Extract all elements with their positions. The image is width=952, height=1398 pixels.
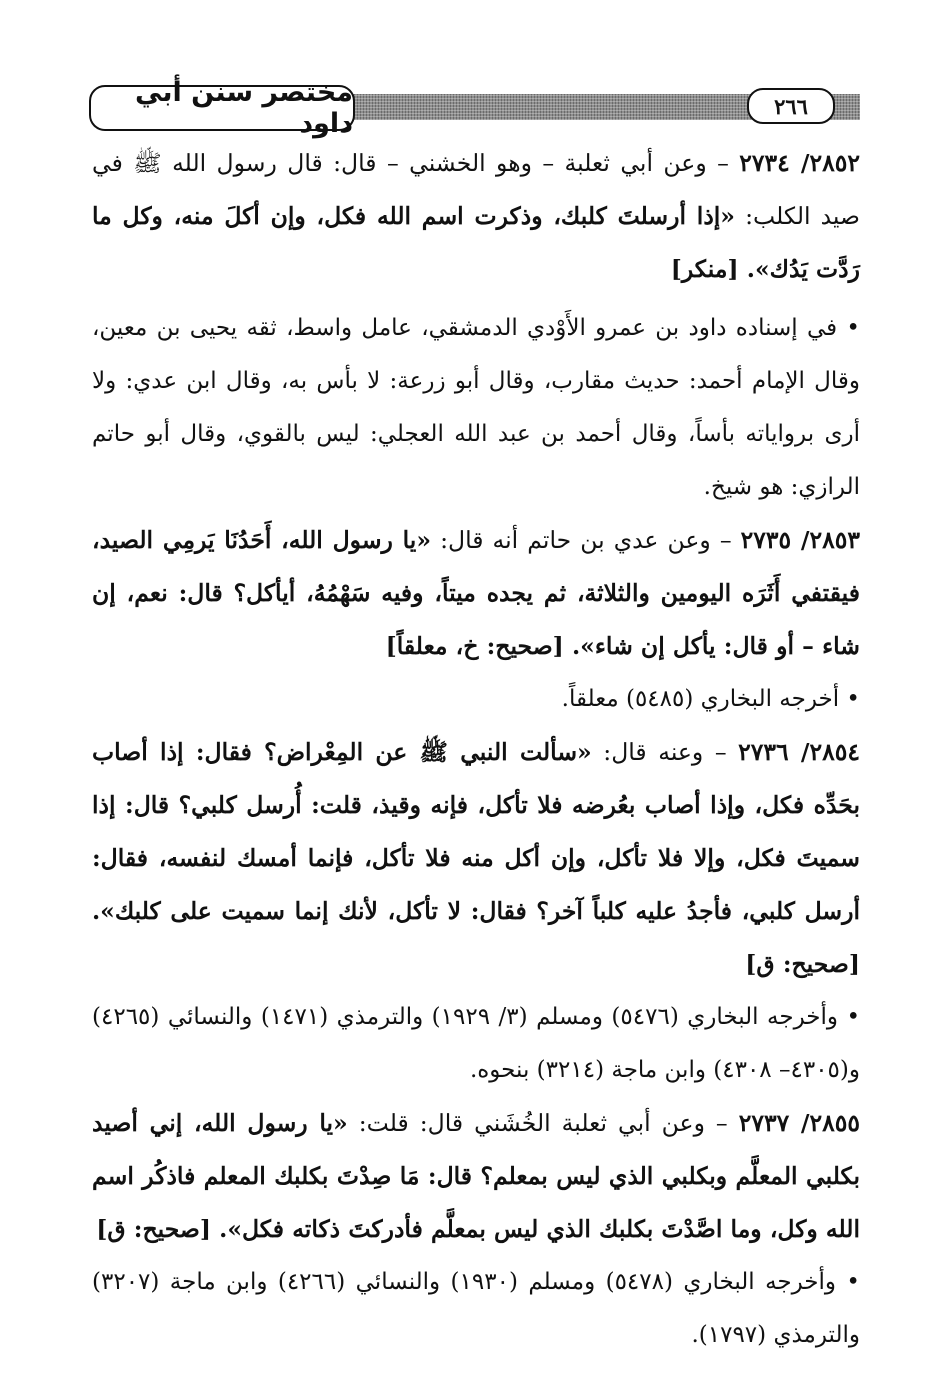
- hadith-matn: «سألت النبي ﷺ عن المِعْراض؟ فقال: إذا أصاب بحَدِّه فكل، وإذا أصاب بعُرضه فلا تأكل، فإنه وقيذ، قلت: أُرسل كلبي؟ قال: إذا سميتَ فكل، وإلا فلا تأكل، وإن أكل منه فلا تأكل، فإنما أمسك لنفسه، فقال: أرسل كلبي، فأجدُ عليه كلباً آخر؟ فقال: لا تأكل، لأنك إنما سميت على كلبك».: [92, 738, 860, 925]
- takhrij-note: • في إسناده داود بن عمرو الأَوْدي الدمشقي، عامل واسط، ثقه يحيى بن معين، وقال الإمام أحمد: حديث مقارب، وقال أبو زرعة: لا بأس به، وقال ابن عدي: ولا أرى برواياته بأساً، وقال أحمد بن عبد الله العجلي: ليس بالقوي، وقال أبو حاتم الرازي: هو شيخ.: [92, 315, 860, 500]
- page-header: [85, 77, 860, 139]
- hadith-grade: [صحيح: ق]: [745, 950, 860, 978]
- hadith-entry: [92, 514, 860, 673]
- hadith-number: ٢٨٥٢/ ٢٧٣٤: [739, 149, 861, 177]
- hadith-intro: – وعنه قال:: [591, 738, 739, 766]
- takhrij-note: • وأخرجه البخاري (٥٤٧٦) ومسلم (٣/ ١٩٢٩) والترمذي (١٤٧١) والنسائي (٤٢٦٥) و(٤٣٠٥– ٤٣٠٨) وابن ماجة (٣٢١٤) بنحوه.: [92, 1004, 861, 1083]
- hadith-matn: «يا رسول الله، إني أصيد بكلبي المعلَّم وبكلبي الذي ليس بمعلم؟ قال: مَا صِدْتَ بكلبك المعلم فاذكُر اسم الله وكل، وما اصَّدْتَ بكلبك الذي ليس بمعلَّم فأدركتَ ذكاته فكل».: [92, 1109, 860, 1243]
- hadith-number: ٢٨٥٤/ ٢٧٣٦: [738, 738, 860, 766]
- book-title-frame: [89, 77, 355, 139]
- hadith-entry: [92, 1097, 860, 1256]
- hadith-matn: «يا رسول الله، أَحَدُنَا يَرمِي الصيد، فيقتفي أَثَرَه اليومين والثلاثة، ثم يجده ميتاً، وفيه سَهْمُهُ، أيأكل؟ قال: نعم، إن شاء – أو قال: يأكل إن شاء».: [92, 526, 860, 660]
- hadith-number: ٢٨٥٣/ ٢٧٣٥: [740, 526, 861, 554]
- takhrij-note: • أخرجه البخاري (٥٤٨٥) معلقاً.: [561, 686, 860, 712]
- hadith-entry: [92, 726, 860, 991]
- book-title: مختصر سنن أبي داود: [135, 77, 353, 139]
- hadith-intro: – وعن أبي ثعلبة الخُشَني قال: قلت:: [347, 1109, 739, 1137]
- page-number: ٢٦٦: [774, 93, 808, 119]
- page-content: [92, 137, 860, 1362]
- hadith-entry: [92, 137, 860, 296]
- hadith-matn: «إذا أرسلتَ كلبك، وذكرت اسم الله فكل، وإن أكلَ منه، وكل ما رَدَّت يَدُك».: [92, 202, 860, 283]
- hadith-grade: [منكر]: [670, 255, 747, 283]
- takhrij-note: • وأخرجه البخاري (٥٤٧٨) ومسلم (١٩٣٠) والنسائي (٤٢٦٦) وابن ماجة (٣٢٠٧) والترمذي (١٧٩٧).: [92, 1269, 860, 1348]
- hadith-intro: – وعن عدي بن حاتم أنه قال:: [431, 526, 741, 554]
- hadith-grade: [صحيح: خ، معلقاً]: [385, 632, 572, 660]
- hadith-number: ٢٨٥٥/ ٢٧٣٧: [738, 1109, 861, 1137]
- page-number-frame: [747, 88, 835, 124]
- hadith-intro: – وعن أبي ثعلبة – وهو الخشني – قال: قال رسول الله ﷺ في صيد الكلب:: [92, 149, 860, 230]
- hadith-grade: [صحيح: ق]: [96, 1215, 220, 1243]
